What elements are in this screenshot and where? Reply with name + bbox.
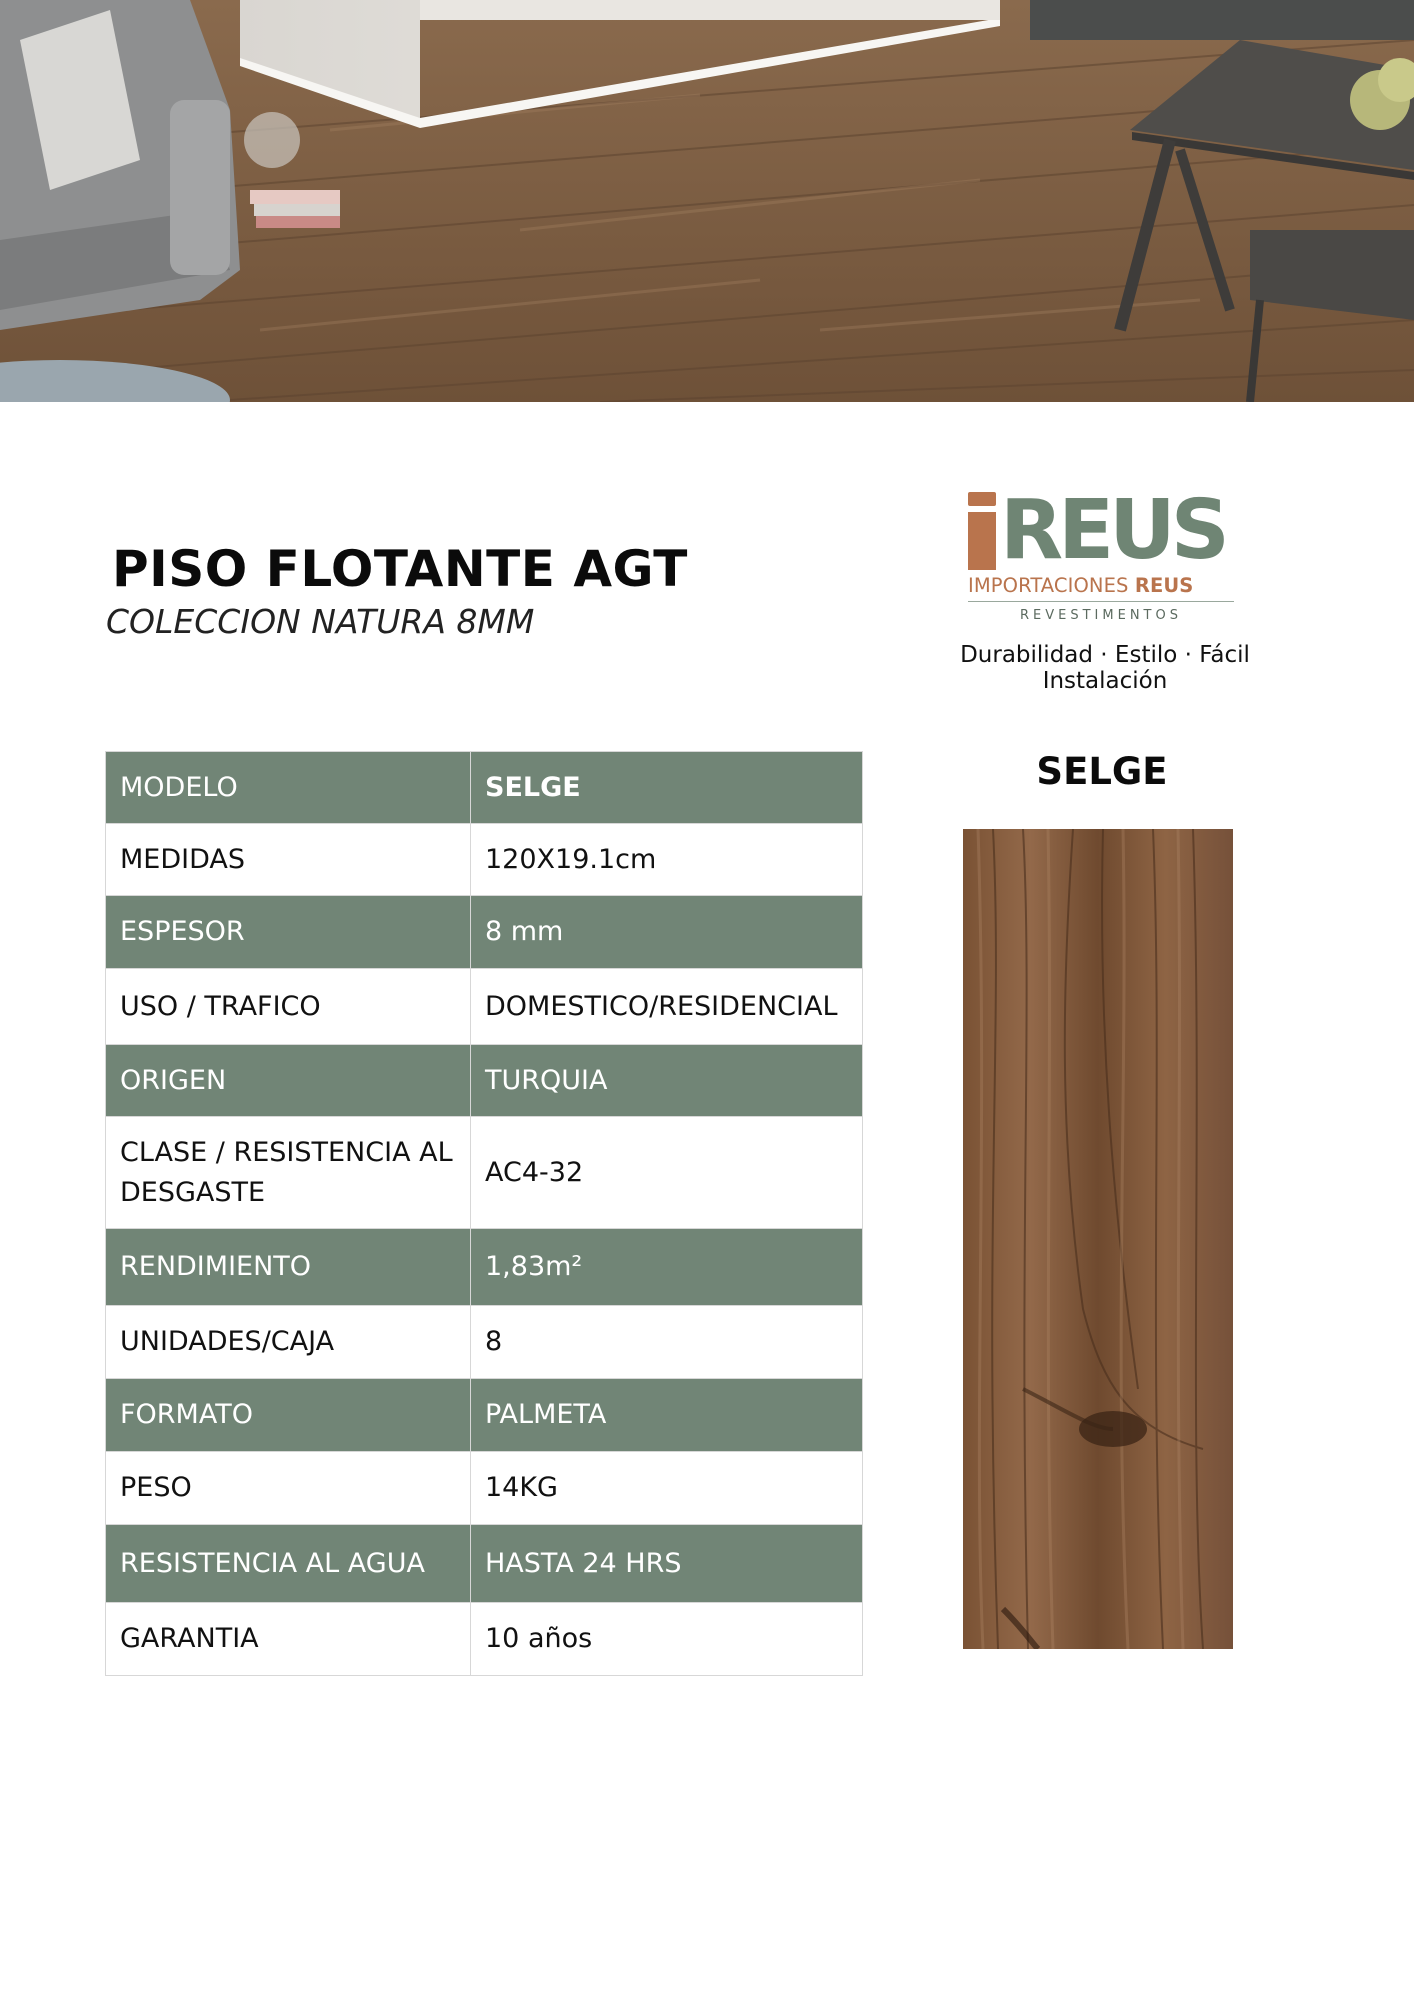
table-row: [106, 1306, 863, 1379]
spec-value: 10 años: [471, 1603, 863, 1676]
logo-wordmark: REUS: [1000, 483, 1225, 578]
table-row: [106, 1117, 863, 1229]
spec-label: MEDIDAS: [106, 824, 471, 896]
table-row: [106, 752, 863, 824]
spec-value: TURQUIA: [471, 1045, 863, 1117]
spec-label: RESISTENCIA AL AGUA: [106, 1525, 471, 1603]
spec-label: ORIGEN: [106, 1045, 471, 1117]
spec-value: DOMESTICO/RESIDENCIAL: [471, 969, 863, 1045]
spec-value: 1,83m²: [471, 1229, 863, 1306]
product-title: PISO FLOTANTE AGT: [112, 540, 688, 598]
spec-value: 8 mm: [471, 896, 863, 969]
table-row: [106, 1229, 863, 1306]
spec-value: 120X19.1cm: [471, 824, 863, 896]
swatch-title: SELGE: [1036, 750, 1168, 793]
brand-logo: [968, 483, 1238, 623]
wood-swatch-image: [963, 829, 1233, 1649]
collection-subtitle: COLECCION NATURA 8MM: [106, 602, 535, 641]
spec-label: CLASE / RESISTENCIA AL DESGASTE: [106, 1117, 471, 1229]
logo-company-name-bold: REUS: [1134, 574, 1194, 597]
table-row: [106, 1045, 863, 1117]
table-row: [106, 824, 863, 896]
hero-room-photo: [0, 0, 1414, 402]
logo-divider: [968, 601, 1234, 602]
spec-label: ESPESOR: [106, 896, 471, 969]
spec-label: USO / TRAFICO: [106, 969, 471, 1045]
logo-descriptor: REVESTIMENTOS: [1020, 608, 1182, 623]
spec-value: PALMETA: [471, 1379, 863, 1452]
spec-value: SELGE: [471, 752, 863, 824]
table-row: [106, 1452, 863, 1525]
spec-table: [105, 751, 863, 1676]
logo-company-prefix: IMPORTACIONES: [968, 574, 1129, 597]
logo-mark: [968, 483, 1238, 578]
spec-value: AC4-32: [471, 1117, 863, 1229]
spec-label: MODELO: [106, 752, 471, 824]
spec-value: 14KG: [471, 1452, 863, 1525]
spec-label: GARANTIA: [106, 1603, 471, 1676]
tagline: Durabilidad · Estilo · Fácil Instalación: [960, 642, 1250, 694]
table-row: [106, 1379, 863, 1452]
spec-label: RENDIMIENTO: [106, 1229, 471, 1306]
spec-label: UNIDADES/CAJA: [106, 1306, 471, 1379]
table-row: [106, 969, 863, 1045]
spec-label: FORMATO: [106, 1379, 471, 1452]
spec-label: PESO: [106, 1452, 471, 1525]
spec-value: HASTA 24 HRS: [471, 1525, 863, 1603]
table-row: [106, 1525, 863, 1603]
spec-value: 8: [471, 1306, 863, 1379]
logo-i-glyph: [968, 492, 996, 570]
table-row: [106, 896, 863, 969]
table-row: [106, 1603, 863, 1676]
